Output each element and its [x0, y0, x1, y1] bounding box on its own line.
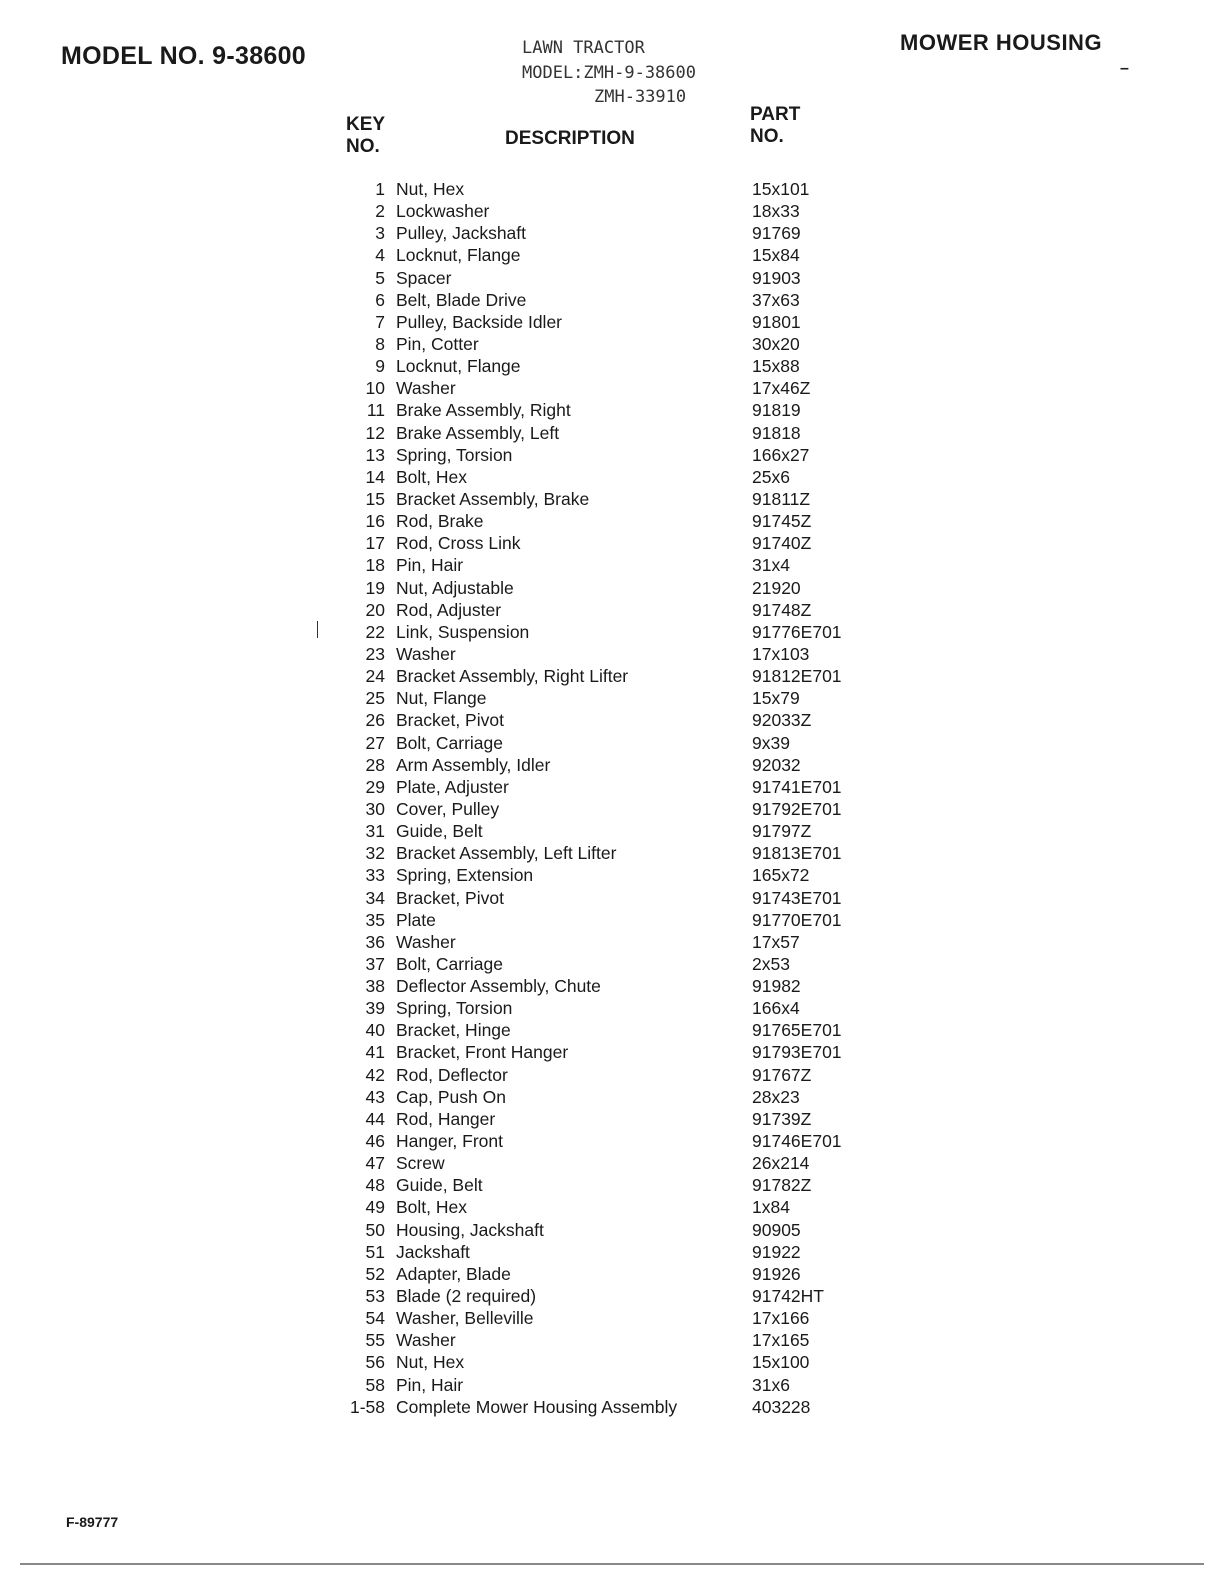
- part-no-cell: 91792E701: [752, 798, 842, 819]
- part-no-cell: 91742HT: [752, 1286, 824, 1307]
- description-cell: Pulley, Jackshaft: [396, 223, 527, 244]
- table-row: [340, 798, 900, 820]
- table-row: [340, 532, 900, 554]
- table-row: [340, 842, 900, 864]
- table-row: [340, 1374, 900, 1396]
- description-cell: Jackshaft: [396, 1241, 470, 1262]
- key-no-cell: 29: [365, 776, 385, 797]
- key-no-cell: 52: [365, 1263, 385, 1284]
- key-no-cell: 10: [365, 378, 385, 399]
- part-no-cell: 91769: [752, 223, 801, 244]
- key-no-header: KEY NO.: [346, 114, 386, 157]
- key-no-cell: 35: [365, 909, 385, 930]
- part-no-cell: 91767Z: [752, 1064, 812, 1085]
- part-no-header: PART NO.: [750, 104, 801, 147]
- description-cell: Washer: [396, 643, 456, 664]
- key-no-cell: 38: [365, 976, 385, 997]
- description-cell: Bracket Assembly, Left Lifter: [396, 843, 617, 864]
- part-no-cell: 91776E701: [752, 621, 842, 642]
- key-no-cell: 2: [375, 201, 385, 222]
- part-no-cell: 91745Z: [752, 511, 812, 532]
- description-cell: Bracket, Front Hanger: [396, 1042, 569, 1063]
- key-no-cell: 6: [375, 289, 385, 310]
- table-row: [340, 1396, 900, 1418]
- part-no-cell: 91793E701: [752, 1042, 842, 1063]
- table-row: [340, 355, 900, 377]
- description-cell: Bolt, Hex: [396, 1197, 467, 1218]
- part-no-cell: 91739Z: [752, 1108, 812, 1129]
- table-row: [340, 554, 900, 576]
- table-row: [340, 997, 900, 1019]
- table-row: [340, 1329, 900, 1351]
- part-no-cell: 17x46Z: [752, 378, 811, 399]
- part-no-cell: 15x88: [752, 356, 800, 377]
- description-cell: Housing, Jackshaft: [396, 1219, 544, 1240]
- table-row: [340, 1019, 900, 1041]
- key-no-cell: 17: [365, 533, 385, 554]
- table-row: [340, 1196, 900, 1218]
- table-row: [340, 244, 900, 266]
- key-no-cell: 14: [365, 466, 385, 487]
- key-no-cell: 47: [365, 1153, 385, 1174]
- table-row: [340, 289, 900, 311]
- key-no-cell: 22: [365, 621, 385, 642]
- description-cell: Pin, Cotter: [396, 333, 479, 354]
- part-no-cell: 18x33: [752, 201, 800, 222]
- table-row: [340, 377, 900, 399]
- part-no-cell: 37x63: [752, 289, 800, 310]
- part-no-cell: 91765E701: [752, 1020, 842, 1041]
- part-no-cell: 25x6: [752, 466, 790, 487]
- key-no-cell: 43: [365, 1086, 385, 1107]
- part-no-cell: 9x39: [752, 732, 790, 753]
- description-cell: Pin, Hair: [396, 1374, 464, 1395]
- part-no-cell: 91801: [752, 311, 801, 332]
- description-cell: Nut, Adjustable: [396, 577, 514, 598]
- edge-mark: –: [1120, 60, 1129, 77]
- margin-mark: [317, 621, 318, 638]
- key-no-cell: 32: [365, 843, 385, 864]
- section-title: MOWER HOUSING: [900, 30, 1103, 55]
- part-no-cell: 17x103: [752, 643, 810, 664]
- part-no-cell: 31x6: [752, 1374, 790, 1395]
- key-no-cell: 4: [375, 245, 385, 266]
- table-row: [340, 1263, 900, 1285]
- description-cell: Arm Assembly, Idler: [396, 754, 551, 775]
- part-no-cell: 17x57: [752, 931, 800, 952]
- part-no-cell: 91813E701: [752, 843, 842, 864]
- part-no-cell: 2x53: [752, 953, 790, 974]
- table-row: [340, 1174, 900, 1196]
- table-row: [340, 621, 900, 643]
- table-row: [340, 267, 900, 289]
- table-row: [340, 754, 900, 776]
- description-cell: Guide, Belt: [396, 1175, 483, 1196]
- description-cell: Spring, Torsion: [396, 444, 513, 465]
- key-no-cell: 5: [375, 267, 385, 288]
- table-row: [340, 1152, 900, 1174]
- part-no-cell: 403228: [752, 1396, 811, 1417]
- description-cell: Adapter, Blade: [396, 1263, 511, 1284]
- part-no-cell: 91982: [752, 976, 801, 997]
- part-no-cell: 91782Z: [752, 1175, 812, 1196]
- bottom-rule: [20, 1563, 1204, 1565]
- part-no-cell: 15x79: [752, 688, 800, 709]
- key-no-cell: 18: [365, 555, 385, 576]
- part-no-cell: 91770E701: [752, 909, 842, 930]
- part-no-cell: 92033Z: [752, 710, 812, 731]
- description-cell: Washer: [396, 1330, 456, 1351]
- part-no-cell: 30x20: [752, 333, 800, 354]
- table-row: [340, 820, 900, 842]
- part-no-cell: 91743E701: [752, 887, 842, 908]
- description-cell: Pin, Hair: [396, 555, 464, 576]
- description-cell: Rod, Cross Link: [396, 533, 521, 554]
- description-cell: Nut, Flange: [396, 688, 487, 709]
- key-no-cell: 30: [365, 798, 385, 819]
- key-no-cell: 13: [365, 444, 385, 465]
- key-no-cell: 39: [365, 998, 385, 1019]
- description-cell: Guide, Belt: [396, 821, 483, 842]
- description-cell: Blade (2 required): [396, 1286, 537, 1307]
- description-cell: Bracket, Pivot: [396, 710, 504, 731]
- description-cell: Screw: [396, 1153, 445, 1174]
- table-row: [340, 422, 900, 444]
- key-no-cell: 19: [365, 577, 385, 598]
- description-cell: Washer, Belleville: [396, 1308, 534, 1329]
- description-cell: Brake Assembly, Left: [396, 422, 560, 443]
- description-cell: Rod, Hanger: [396, 1108, 496, 1129]
- table-row: [340, 1064, 900, 1086]
- table-row: [340, 1307, 900, 1329]
- key-no-cell: 11: [366, 400, 385, 421]
- description-cell: Plate, Adjuster: [396, 776, 509, 797]
- table-row: [340, 687, 900, 709]
- table-row: [340, 200, 900, 222]
- key-no-cell: 41: [365, 1042, 385, 1063]
- key-no-cell: 33: [365, 865, 385, 886]
- part-no-cell: 91811Z: [752, 488, 811, 509]
- key-no-cell: 1: [375, 179, 385, 199]
- key-no-cell: 50: [365, 1219, 385, 1240]
- description-cell: Washer: [396, 378, 456, 399]
- key-no-cell: 37: [365, 953, 385, 974]
- part-no-cell: 17x165: [752, 1330, 810, 1351]
- key-no-cell: 16: [365, 511, 385, 532]
- part-no-cell: 91926: [752, 1263, 801, 1284]
- key-no-cell: 58: [365, 1374, 385, 1395]
- parts-list: [340, 178, 900, 1418]
- table-row: [340, 510, 900, 532]
- table-row: [340, 399, 900, 421]
- description-cell: Cap, Push On: [396, 1086, 506, 1107]
- table-row: [340, 665, 900, 687]
- description-cell: Spring, Extension: [396, 865, 534, 886]
- table-row: [340, 1086, 900, 1108]
- key-no-cell: 9: [375, 356, 385, 377]
- key-no-cell: 3: [375, 223, 385, 244]
- part-no-cell: 91741E701: [752, 776, 842, 797]
- part-no-cell: 1x84: [752, 1197, 790, 1218]
- table-row: [340, 599, 900, 621]
- description-cell: Bolt, Carriage: [396, 732, 503, 753]
- table-row: [340, 1130, 900, 1152]
- part-no-cell: 92032: [752, 754, 801, 775]
- table-row: [340, 577, 900, 599]
- description-cell: Nut, Hex: [396, 1352, 465, 1373]
- description-cell: Rod, Adjuster: [396, 599, 502, 620]
- description-cell: Pulley, Backside Idler: [396, 311, 563, 332]
- part-no-cell: 26x214: [752, 1153, 810, 1174]
- key-no-cell: 23: [365, 643, 385, 664]
- table-row: [340, 444, 900, 466]
- description-cell: Washer: [396, 931, 456, 952]
- description-cell: Plate: [396, 909, 436, 930]
- key-no-cell: 12: [365, 422, 385, 443]
- description-cell: Bracket, Pivot: [396, 887, 504, 908]
- description-cell: Deflector Assembly, Chute: [396, 976, 601, 997]
- table-row: [340, 1285, 900, 1307]
- key-no-cell: 44: [365, 1108, 385, 1129]
- key-no-cell: 53: [365, 1286, 385, 1307]
- description-cell: Nut, Hex: [396, 179, 465, 199]
- description-cell: Spacer: [396, 267, 452, 288]
- description-cell: Bolt, Hex: [396, 466, 467, 487]
- key-no-cell: 48: [365, 1175, 385, 1196]
- table-row: [340, 488, 900, 510]
- table-row: [340, 975, 900, 997]
- table-row: [340, 931, 900, 953]
- key-no-cell: 34: [365, 887, 385, 908]
- table-row: [340, 732, 900, 754]
- key-no-cell: 54: [365, 1308, 385, 1329]
- typed-model-line-alt: ZMH-33910: [594, 87, 687, 107]
- table-row: [340, 887, 900, 909]
- part-no-cell: 91740Z: [752, 533, 812, 554]
- part-no-cell: 15x100: [752, 1352, 810, 1373]
- table-row: [340, 1219, 900, 1241]
- key-no-cell: 36: [365, 931, 385, 952]
- description-cell: Lockwasher: [396, 201, 490, 222]
- part-no-cell: 17x166: [752, 1308, 810, 1329]
- description-cell: Complete Mower Housing Assembly: [396, 1396, 678, 1417]
- key-no-cell: 28: [365, 754, 385, 775]
- description-cell: Locknut, Flange: [396, 245, 521, 266]
- part-no-cell: 31x4: [752, 555, 790, 576]
- part-no-cell: 91746E701: [752, 1131, 842, 1152]
- description-cell: Bolt, Carriage: [396, 953, 503, 974]
- part-no-cell: 15x84: [752, 245, 800, 266]
- part-no-cell: 166x27: [752, 444, 810, 465]
- key-no-cell: 56: [365, 1352, 385, 1373]
- part-no-cell: 91819: [752, 400, 801, 421]
- key-no-cell: 25: [365, 688, 385, 709]
- table-row: [340, 909, 900, 931]
- key-no-cell: 46: [365, 1131, 385, 1152]
- key-no-cell: 40: [365, 1020, 385, 1041]
- part-no-cell: 91797Z: [752, 821, 812, 842]
- description-cell: Link, Suspension: [396, 621, 530, 642]
- part-no-cell: 91818: [752, 422, 801, 443]
- table-row: [340, 222, 900, 244]
- part-no-cell: 28x23: [752, 1086, 800, 1107]
- key-no-cell: 1-58: [349, 1396, 385, 1417]
- key-no-cell: 55: [365, 1330, 385, 1351]
- description-cell: Rod, Brake: [396, 511, 484, 532]
- table-row: [340, 1108, 900, 1130]
- key-no-cell: 8: [375, 333, 385, 354]
- part-no-cell: 90905: [752, 1219, 801, 1240]
- part-no-cell: 91748Z: [752, 599, 812, 620]
- description-cell: Locknut, Flange: [396, 356, 521, 377]
- table-row: [340, 1351, 900, 1373]
- model-number: MODEL NO. 9-38600: [61, 42, 307, 70]
- typed-model-line: MODEL:ZMH-9-38600: [522, 63, 696, 83]
- key-no-cell: 15: [365, 488, 385, 509]
- part-no-cell: 21920: [752, 577, 801, 598]
- description-cell: Spring, Torsion: [396, 998, 513, 1019]
- table-row: [340, 333, 900, 355]
- key-no-cell: 42: [365, 1064, 385, 1085]
- key-no-cell: 24: [365, 666, 385, 687]
- part-no-cell: 165x72: [752, 865, 810, 886]
- table-row: [340, 1041, 900, 1063]
- description-header: DESCRIPTION: [505, 128, 635, 149]
- table-row: [340, 953, 900, 975]
- key-no-cell: 49: [365, 1197, 385, 1218]
- part-no-cell: 15x101: [752, 179, 810, 199]
- table-row: [340, 1241, 900, 1263]
- key-no-cell: 26: [365, 710, 385, 731]
- description-cell: Cover, Pulley: [396, 798, 500, 819]
- part-no-cell: 91812E701: [752, 666, 842, 687]
- description-cell: Rod, Deflector: [396, 1064, 508, 1085]
- table-row: [340, 643, 900, 665]
- description-cell: Belt, Blade Drive: [396, 289, 527, 310]
- key-no-cell: 51: [365, 1241, 385, 1262]
- part-no-cell: 91922: [752, 1241, 801, 1262]
- table-row: [340, 466, 900, 488]
- key-no-cell: 31: [365, 821, 385, 842]
- typed-product-line: LAWN TRACTOR: [522, 38, 645, 58]
- table-row: [340, 311, 900, 333]
- description-cell: Bracket, Hinge: [396, 1020, 511, 1041]
- key-no-cell: 20: [365, 599, 385, 620]
- key-no-cell: 27: [365, 732, 385, 753]
- form-number: F-89777: [66, 1514, 119, 1530]
- part-no-cell: 166x4: [752, 998, 800, 1019]
- table-row: [340, 178, 900, 200]
- table-row: [340, 864, 900, 886]
- part-no-cell: 91903: [752, 267, 801, 288]
- description-cell: Bracket Assembly, Brake: [396, 488, 590, 509]
- description-cell: Hanger, Front: [396, 1131, 503, 1152]
- description-cell: Bracket Assembly, Right Lifter: [396, 666, 629, 687]
- table-row: [340, 776, 900, 798]
- key-no-cell: 7: [375, 311, 385, 332]
- table-row: [340, 709, 900, 731]
- description-cell: Brake Assembly, Right: [396, 400, 571, 421]
